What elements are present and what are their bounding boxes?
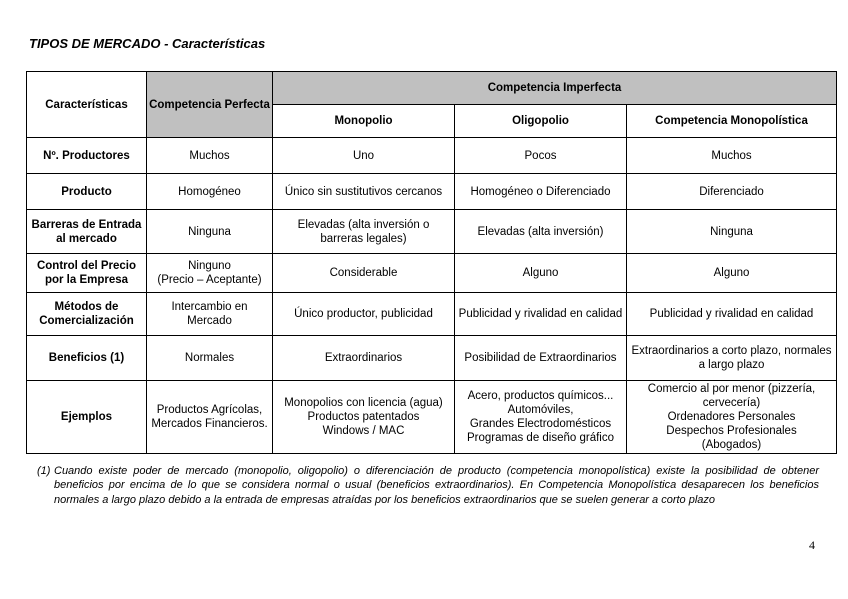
row-label: Nº. Productores	[27, 138, 147, 174]
footnote-marker: (1)	[37, 465, 51, 477]
cell-line: Grandes Electrodomésticos	[469, 418, 612, 430]
header-competencia-perfecta: Competencia Perfecta	[147, 72, 273, 138]
row-label: Ejemplos	[27, 381, 147, 454]
table-row	[27, 138, 837, 174]
cell-line: Ordenadores Personales	[667, 411, 796, 423]
cell-line: (Precio – Aceptante)	[157, 274, 262, 286]
cell-perfecta	[147, 381, 273, 454]
market-types-table	[26, 71, 837, 454]
cell-oligopolio: Homogéneo o Diferenciado	[455, 174, 627, 210]
cell-monopolistica: Alguno	[627, 254, 837, 293]
cell-line: Automóviles,	[507, 404, 574, 416]
header-caracteristicas: Características	[27, 72, 147, 138]
cell-line: Mercados Financieros.	[151, 418, 268, 430]
table-row	[27, 293, 837, 336]
cell-line: Comercio al por menor (pizzería, cervecería)	[647, 383, 816, 409]
cell-line: Productos patentados	[307, 411, 420, 423]
table-row	[27, 381, 837, 454]
cell-perfecta: Homogéneo	[147, 174, 273, 210]
cell-perfecta: Normales	[147, 336, 273, 381]
cell-monopolio: Considerable	[273, 254, 455, 293]
cell-monopolistica	[627, 381, 837, 454]
cell-monopolio	[273, 381, 455, 454]
cell-perfecta: Muchos	[147, 138, 273, 174]
cell-monopolio: Elevadas (alta inversión o barreras legales)	[273, 210, 455, 254]
cell-monopolio: Único sin sustitutivos cercanos	[273, 174, 455, 210]
row-label: Barreras de Entrada al mercado	[27, 210, 147, 254]
cell-line: Programas de diseño gráfico	[466, 432, 615, 444]
cell-line: Productos Agrícolas,	[156, 404, 263, 416]
cell-monopolio: Uno	[273, 138, 455, 174]
cell-line: Monopolios con licencia (agua)	[284, 397, 443, 409]
footnote	[37, 464, 819, 507]
header-competencia-imperfecta: Competencia Imperfecta	[273, 72, 837, 105]
cell-monopolistica: Diferenciado	[627, 174, 837, 210]
row-label: Beneficios (1)	[27, 336, 147, 381]
cell-monopolio: Único productor, publicidad	[273, 293, 455, 336]
cell-perfecta: Intercambio en Mercado	[147, 293, 273, 336]
cell-line: Acero, productos químicos...	[467, 390, 614, 402]
cell-monopolistica: Publicidad y rivalidad en calidad	[627, 293, 837, 336]
cell-monopolistica: Extraordinarios a corto plazo, normales a largo plazo	[627, 336, 837, 381]
cell-oligopolio: Elevadas (alta inversión)	[455, 210, 627, 254]
cell-line: Ninguno	[188, 260, 231, 272]
cell-monopolistica: Muchos	[627, 138, 837, 174]
row-label: Producto	[27, 174, 147, 210]
page-title: TIPOS DE MERCADO - Características	[29, 36, 266, 51]
table-row	[27, 336, 837, 381]
header-competencia-monopolistica: Competencia Monopolística	[627, 105, 837, 138]
header-monopolio: Monopolio	[273, 105, 455, 138]
cell-oligopolio: Pocos	[455, 138, 627, 174]
row-label: Métodos de Comercialización	[27, 293, 147, 336]
cell-line: (Abogados)	[701, 439, 762, 451]
cell-monopolistica: Ninguna	[627, 210, 837, 254]
cell-oligopolio: Posibilidad de Extraordinarios	[455, 336, 627, 381]
cell-monopolio: Extraordinarios	[273, 336, 455, 381]
cell-oligopolio: Alguno	[455, 254, 627, 293]
cell-perfecta: Ninguna	[147, 210, 273, 254]
page-number: 4	[809, 538, 815, 552]
cell-oligopolio: Publicidad y rivalidad en calidad	[455, 293, 627, 336]
table-row	[27, 254, 837, 293]
cell-line: Despechos Profesionales	[666, 425, 797, 437]
cell-perfecta	[147, 254, 273, 293]
table-row	[27, 210, 837, 254]
table-row	[27, 174, 837, 210]
header-oligopolio: Oligopolio	[455, 105, 627, 138]
footnote-text: Cuando existe poder de mercado (monopolio, oligopolio) o diferenciación de producto (competencia monopolística) existe la posibilidad de obtener beneficios por encima de lo que se considera normal o usual (beneficios extraordinarios). En Competencia Monopolística desaparecen los beneficios normales a largo plazo debido a la entrada de empresas atraídas por los beneficios extraordinarios que se suelen generar a corto plazo	[54, 465, 819, 506]
row-label: Control del Precio por la Empresa	[27, 254, 147, 293]
cell-line: Windows / MAC	[322, 425, 405, 437]
cell-oligopolio	[455, 381, 627, 454]
